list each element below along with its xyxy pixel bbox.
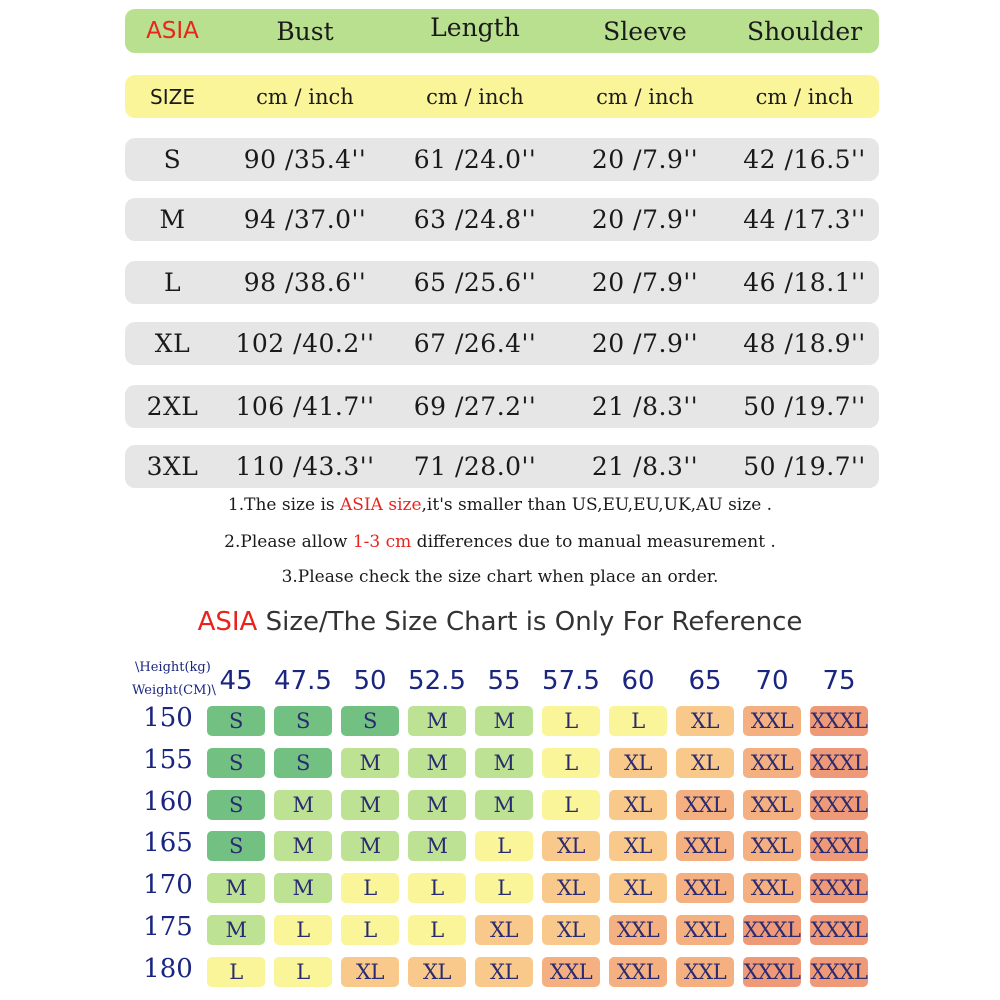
size-cell: XXXL (810, 831, 868, 861)
size-cell: XXL (676, 957, 734, 987)
size-cell: XXXL (810, 706, 868, 736)
size-cell: L (475, 873, 533, 903)
note-2-text-c: differences due to manual measurement . (411, 532, 776, 552)
size-cell: XL (408, 957, 466, 987)
corner-label-weight: Weight(CM)\ (132, 683, 216, 698)
size-cell: S (341, 706, 399, 736)
weight-header: 52.5 (408, 666, 466, 696)
size-cell: M (408, 790, 466, 820)
row-size: S (163, 145, 182, 174)
row-shoulder: 46 /18.1'' (743, 268, 866, 297)
size-cell: XXXL (810, 790, 868, 820)
size-cell: XXL (743, 748, 801, 778)
corner-label-height: \Height(kg) (135, 660, 211, 675)
size-cell: XXXL (810, 873, 868, 903)
size-cell: S (207, 831, 265, 861)
weight-header: 70 (755, 666, 789, 696)
size-cell: XXL (676, 915, 734, 945)
weight-header: 45 (219, 666, 253, 696)
row-shoulder: 44 /17.3'' (743, 205, 866, 234)
size-cell: M (408, 706, 466, 736)
row-bust: 102 /40.2'' (235, 329, 375, 358)
size-cell: XL (676, 706, 734, 736)
table-row (125, 261, 879, 304)
row-length: 65 /25.6'' (413, 268, 537, 297)
size-cell: L (475, 831, 533, 861)
row-sleeve: 20 /7.9'' (591, 145, 699, 174)
size-cell: XXL (743, 706, 801, 736)
weight-header: 60 (621, 666, 655, 696)
size-cell: L (274, 957, 332, 987)
row-size: 3XL (146, 452, 199, 481)
size-cell: L (274, 915, 332, 945)
size-cell: XL (542, 915, 600, 945)
row-shoulder: 50 /19.7'' (743, 392, 866, 421)
size-cell: M (408, 748, 466, 778)
header-sleeve: Sleeve (603, 16, 687, 46)
row-size: XL (154, 329, 191, 358)
row-length: 71 /28.0'' (413, 452, 537, 481)
size-cell: XXL (743, 831, 801, 861)
size-cell: XL (609, 831, 667, 861)
row-shoulder: 50 /19.7'' (743, 452, 866, 481)
weight-header: 75 (822, 666, 856, 696)
units-bust: cm / inch (256, 84, 354, 109)
row-bust: 110 /43.3'' (235, 452, 375, 481)
row-sleeve: 21 /8.3'' (591, 452, 699, 481)
size-cell: L (542, 748, 600, 778)
row-bust: 106 /41.7'' (235, 392, 375, 421)
row-sleeve: 20 /7.9'' (591, 205, 699, 234)
row-bust: 94 /37.0'' (243, 205, 367, 234)
table-row (125, 385, 879, 428)
weight-header: 65 (688, 666, 722, 696)
weight-header: 50 (353, 666, 387, 696)
size-cell: M (341, 831, 399, 861)
size-cell: L (207, 957, 265, 987)
chart-title-asia: ASIA (197, 607, 258, 637)
size-cell: XXL (743, 873, 801, 903)
size-cell: M (207, 873, 265, 903)
size-cell: L (609, 706, 667, 736)
row-length: 69 /27.2'' (413, 392, 537, 421)
size-cell: M (341, 790, 399, 820)
size-chart-title (0, 607, 1000, 637)
weight-header: 55 (487, 666, 521, 696)
size-cell: S (207, 748, 265, 778)
height-label: 175 (143, 912, 193, 942)
height-label: 150 (143, 703, 193, 733)
note-2-highlight: 1-3 cm (352, 532, 412, 552)
row-length: 61 /24.0'' (413, 145, 537, 174)
header-asia: ASIA (146, 18, 199, 44)
note-1-text-c: ,it's smaller than US,EU,EU,UK,AU size . (421, 495, 773, 515)
size-cell: XXL (676, 831, 734, 861)
note-3: 3.Please check the size chart when place an order. (281, 567, 719, 587)
weight-header: 57.5 (542, 666, 600, 696)
size-cell: XXL (743, 790, 801, 820)
row-sleeve: 20 /7.9'' (591, 268, 699, 297)
size-cell: S (207, 790, 265, 820)
header-shoulder: Shoulder (746, 16, 863, 46)
note-2 (0, 532, 1000, 552)
size-cell: M (408, 831, 466, 861)
size-cell: M (274, 790, 332, 820)
size-cell: XL (341, 957, 399, 987)
size-cell: XXL (676, 873, 734, 903)
height-label: 160 (143, 787, 193, 817)
size-cell: M (274, 831, 332, 861)
units-shoulder: cm / inch (755, 84, 854, 109)
row-bust: 98 /38.6'' (243, 268, 367, 297)
size-cell: XXXL (810, 748, 868, 778)
height-label: 170 (143, 870, 193, 900)
height-label: 155 (143, 745, 193, 775)
note-1-highlight: ASIA size (340, 495, 422, 515)
size-cell: XL (609, 748, 667, 778)
row-length: 67 /26.4'' (413, 329, 537, 358)
size-cell: M (207, 915, 265, 945)
size-cell: S (274, 748, 332, 778)
note-1-text-a: 1.The size is (227, 495, 341, 515)
row-size: 2XL (146, 392, 199, 421)
row-shoulder: 48 /18.9'' (743, 329, 866, 358)
size-cell: L (542, 706, 600, 736)
size-cell: XXXL (743, 957, 801, 987)
size-cell: XXL (676, 790, 734, 820)
size-cell: L (408, 915, 466, 945)
header-length: Length (430, 12, 520, 42)
table-row (125, 322, 879, 365)
note-1 (0, 495, 1000, 515)
size-cell: M (341, 748, 399, 778)
size-cell: M (475, 790, 533, 820)
size-cell: XXL (609, 915, 667, 945)
size-cell: M (274, 873, 332, 903)
size-cell: XL (609, 790, 667, 820)
row-bust: 90 /35.4'' (243, 145, 367, 174)
table-row (125, 445, 879, 488)
size-cell: L (408, 873, 466, 903)
size-cell: M (475, 748, 533, 778)
chart-title-rest: Size/The Size Chart is Only For Reference (257, 607, 803, 637)
table-header-row (125, 9, 879, 53)
size-cell: S (274, 706, 332, 736)
note-2-text-a: 2.Please allow (224, 532, 353, 552)
row-size: M (159, 205, 186, 234)
size-cell: XL (475, 957, 533, 987)
size-cell: S (207, 706, 265, 736)
row-shoulder: 42 /16.5'' (743, 145, 866, 174)
size-cell: M (475, 706, 533, 736)
size-cell: XL (676, 748, 734, 778)
size-cell: XXL (609, 957, 667, 987)
size-cell: L (341, 915, 399, 945)
size-cell: L (542, 790, 600, 820)
height-label: 180 (143, 954, 193, 984)
size-cell: L (341, 873, 399, 903)
row-size: L (163, 268, 182, 297)
size-cell: XL (542, 873, 600, 903)
weight-header: 47.5 (274, 666, 332, 696)
size-cell: XXXL (810, 915, 868, 945)
size-cell: XXL (542, 957, 600, 987)
row-sleeve: 20 /7.9'' (591, 329, 699, 358)
table-row (125, 138, 879, 181)
size-cell: XL (542, 831, 600, 861)
size-cell: XL (609, 873, 667, 903)
size-cell: XL (475, 915, 533, 945)
units-length: cm / inch (426, 84, 524, 109)
table-row (125, 198, 879, 241)
height-label: 165 (143, 828, 193, 858)
header-bust: Bust (276, 16, 334, 46)
size-cell: XXXL (743, 915, 801, 945)
units-size: SIZE (150, 84, 195, 109)
table-units-row (125, 75, 879, 118)
row-sleeve: 21 /8.3'' (591, 392, 699, 421)
size-cell: XXXL (810, 957, 868, 987)
units-sleeve: cm / inch (596, 84, 694, 109)
row-length: 63 /24.8'' (413, 205, 537, 234)
